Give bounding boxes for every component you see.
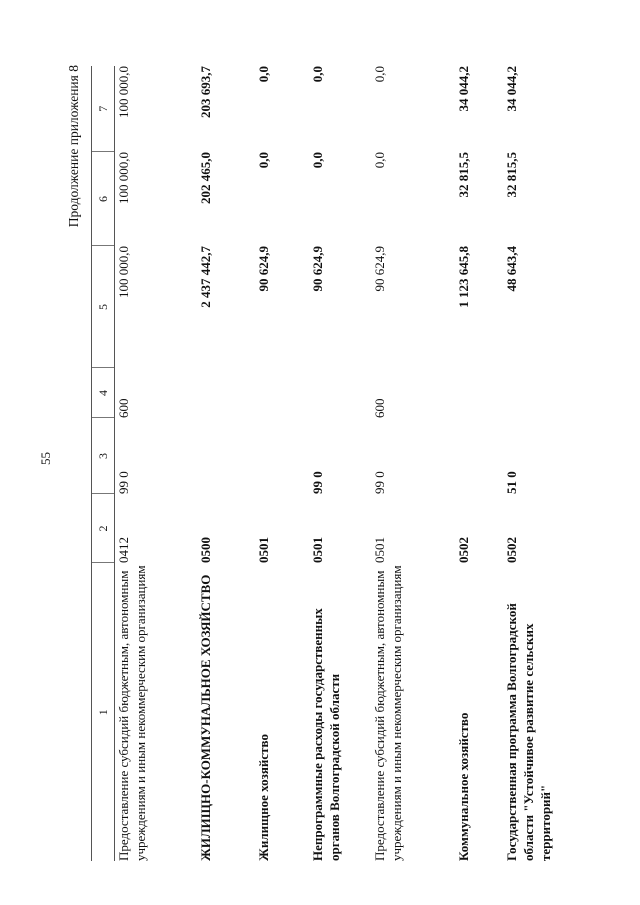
row-name: Предоставление субсидий бюджетным, автономным учреждениям и иным некоммерческим организациям bbox=[372, 565, 404, 861]
amount-col-6: 0,0 bbox=[372, 152, 387, 169]
amount-col-5: 2 437 442,7 bbox=[198, 246, 213, 308]
expense-type-code: 600 bbox=[372, 398, 387, 418]
section-code: 0502 bbox=[456, 537, 471, 563]
table-row bbox=[455, 66, 503, 861]
table-row bbox=[503, 66, 589, 861]
expense-type-code bbox=[503, 368, 589, 418]
amount-col-7: 0,0 bbox=[310, 66, 325, 83]
program-code: 99 0 bbox=[310, 471, 325, 494]
row-name: Предоставление субсидий бюджетным, автономным учреждениям и иным некоммерческим организациям bbox=[116, 565, 148, 861]
section-code: 0501 bbox=[310, 537, 325, 563]
table-row bbox=[255, 66, 309, 861]
program-code: 99 0 bbox=[372, 471, 387, 494]
section-code: 0501 bbox=[372, 537, 387, 563]
program-code: 99 0 bbox=[116, 471, 131, 494]
table-row bbox=[197, 66, 255, 861]
amount-col-5: 90 624,9 bbox=[256, 246, 271, 292]
amount-col-6: 0,0 bbox=[310, 152, 325, 169]
amount-col-7: 203 693,7 bbox=[198, 66, 213, 118]
amount-col-7: 34 044,2 bbox=[504, 66, 519, 112]
section-code: 0502 bbox=[504, 537, 519, 563]
row-name: Непрограммные расходы государственных органов Волгоградской области bbox=[310, 608, 342, 861]
amount-col-6: 202 465,0 bbox=[198, 152, 213, 204]
section-code: 0500 bbox=[198, 537, 213, 563]
page-number: 55 bbox=[38, 452, 53, 465]
program-code bbox=[255, 418, 309, 494]
amount-col-7: 0,0 bbox=[256, 66, 271, 83]
amount-col-6: 32 815,5 bbox=[456, 152, 471, 198]
program-code: 51 0 bbox=[504, 471, 519, 494]
table-row bbox=[371, 66, 455, 861]
expense-type-code bbox=[197, 368, 255, 418]
column-header: 4 bbox=[92, 368, 115, 418]
column-header: 7 bbox=[92, 66, 115, 152]
expense-type-code: 600 bbox=[116, 398, 131, 418]
amount-col-6: 32 815,5 bbox=[504, 152, 519, 198]
table-row bbox=[309, 66, 371, 861]
column-header: 6 bbox=[92, 152, 115, 246]
amount-col-7: 0,0 bbox=[372, 66, 387, 83]
budget-table bbox=[91, 66, 589, 861]
amount-col-5: 90 624,9 bbox=[372, 246, 387, 292]
section-code: 0412 bbox=[116, 537, 131, 563]
appendix-continuation-note: Продолжение приложения 8 bbox=[66, 65, 81, 228]
column-header: 1 bbox=[92, 563, 115, 861]
row-name: Коммунальное хозяйство bbox=[456, 712, 471, 861]
amount-col-7: 100 000,0 bbox=[116, 66, 131, 118]
row-name: Жилищное хозяйство bbox=[256, 734, 271, 861]
row-name: ЖИЛИЩНО-КОММУНАЛЬНОЕ ХОЗЯЙСТВО bbox=[198, 574, 213, 861]
amount-col-5: 48 643,4 bbox=[504, 246, 519, 292]
column-header: 2 bbox=[92, 494, 115, 563]
row-name: Государственная программа Волгоградской области "Устойчивое развитие сельских территорий" bbox=[504, 603, 553, 861]
column-header: 5 bbox=[92, 246, 115, 368]
amount-col-5: 100 000,0 bbox=[116, 246, 131, 298]
amount-col-5: 1 123 645,8 bbox=[456, 246, 471, 308]
expense-type-code bbox=[309, 368, 371, 418]
amount-col-6: 100 000,0 bbox=[116, 152, 131, 204]
header-row bbox=[92, 66, 115, 861]
amount-col-7: 34 044,2 bbox=[456, 66, 471, 112]
column-header: 3 bbox=[92, 418, 115, 494]
amount-col-6: 0,0 bbox=[256, 152, 271, 169]
section-code: 0501 bbox=[256, 537, 271, 563]
table-row bbox=[115, 66, 198, 861]
program-code bbox=[455, 418, 503, 494]
expense-type-code bbox=[455, 368, 503, 418]
amount-col-5: 90 624,9 bbox=[310, 246, 325, 292]
program-code bbox=[197, 418, 255, 494]
expense-type-code bbox=[255, 368, 309, 418]
